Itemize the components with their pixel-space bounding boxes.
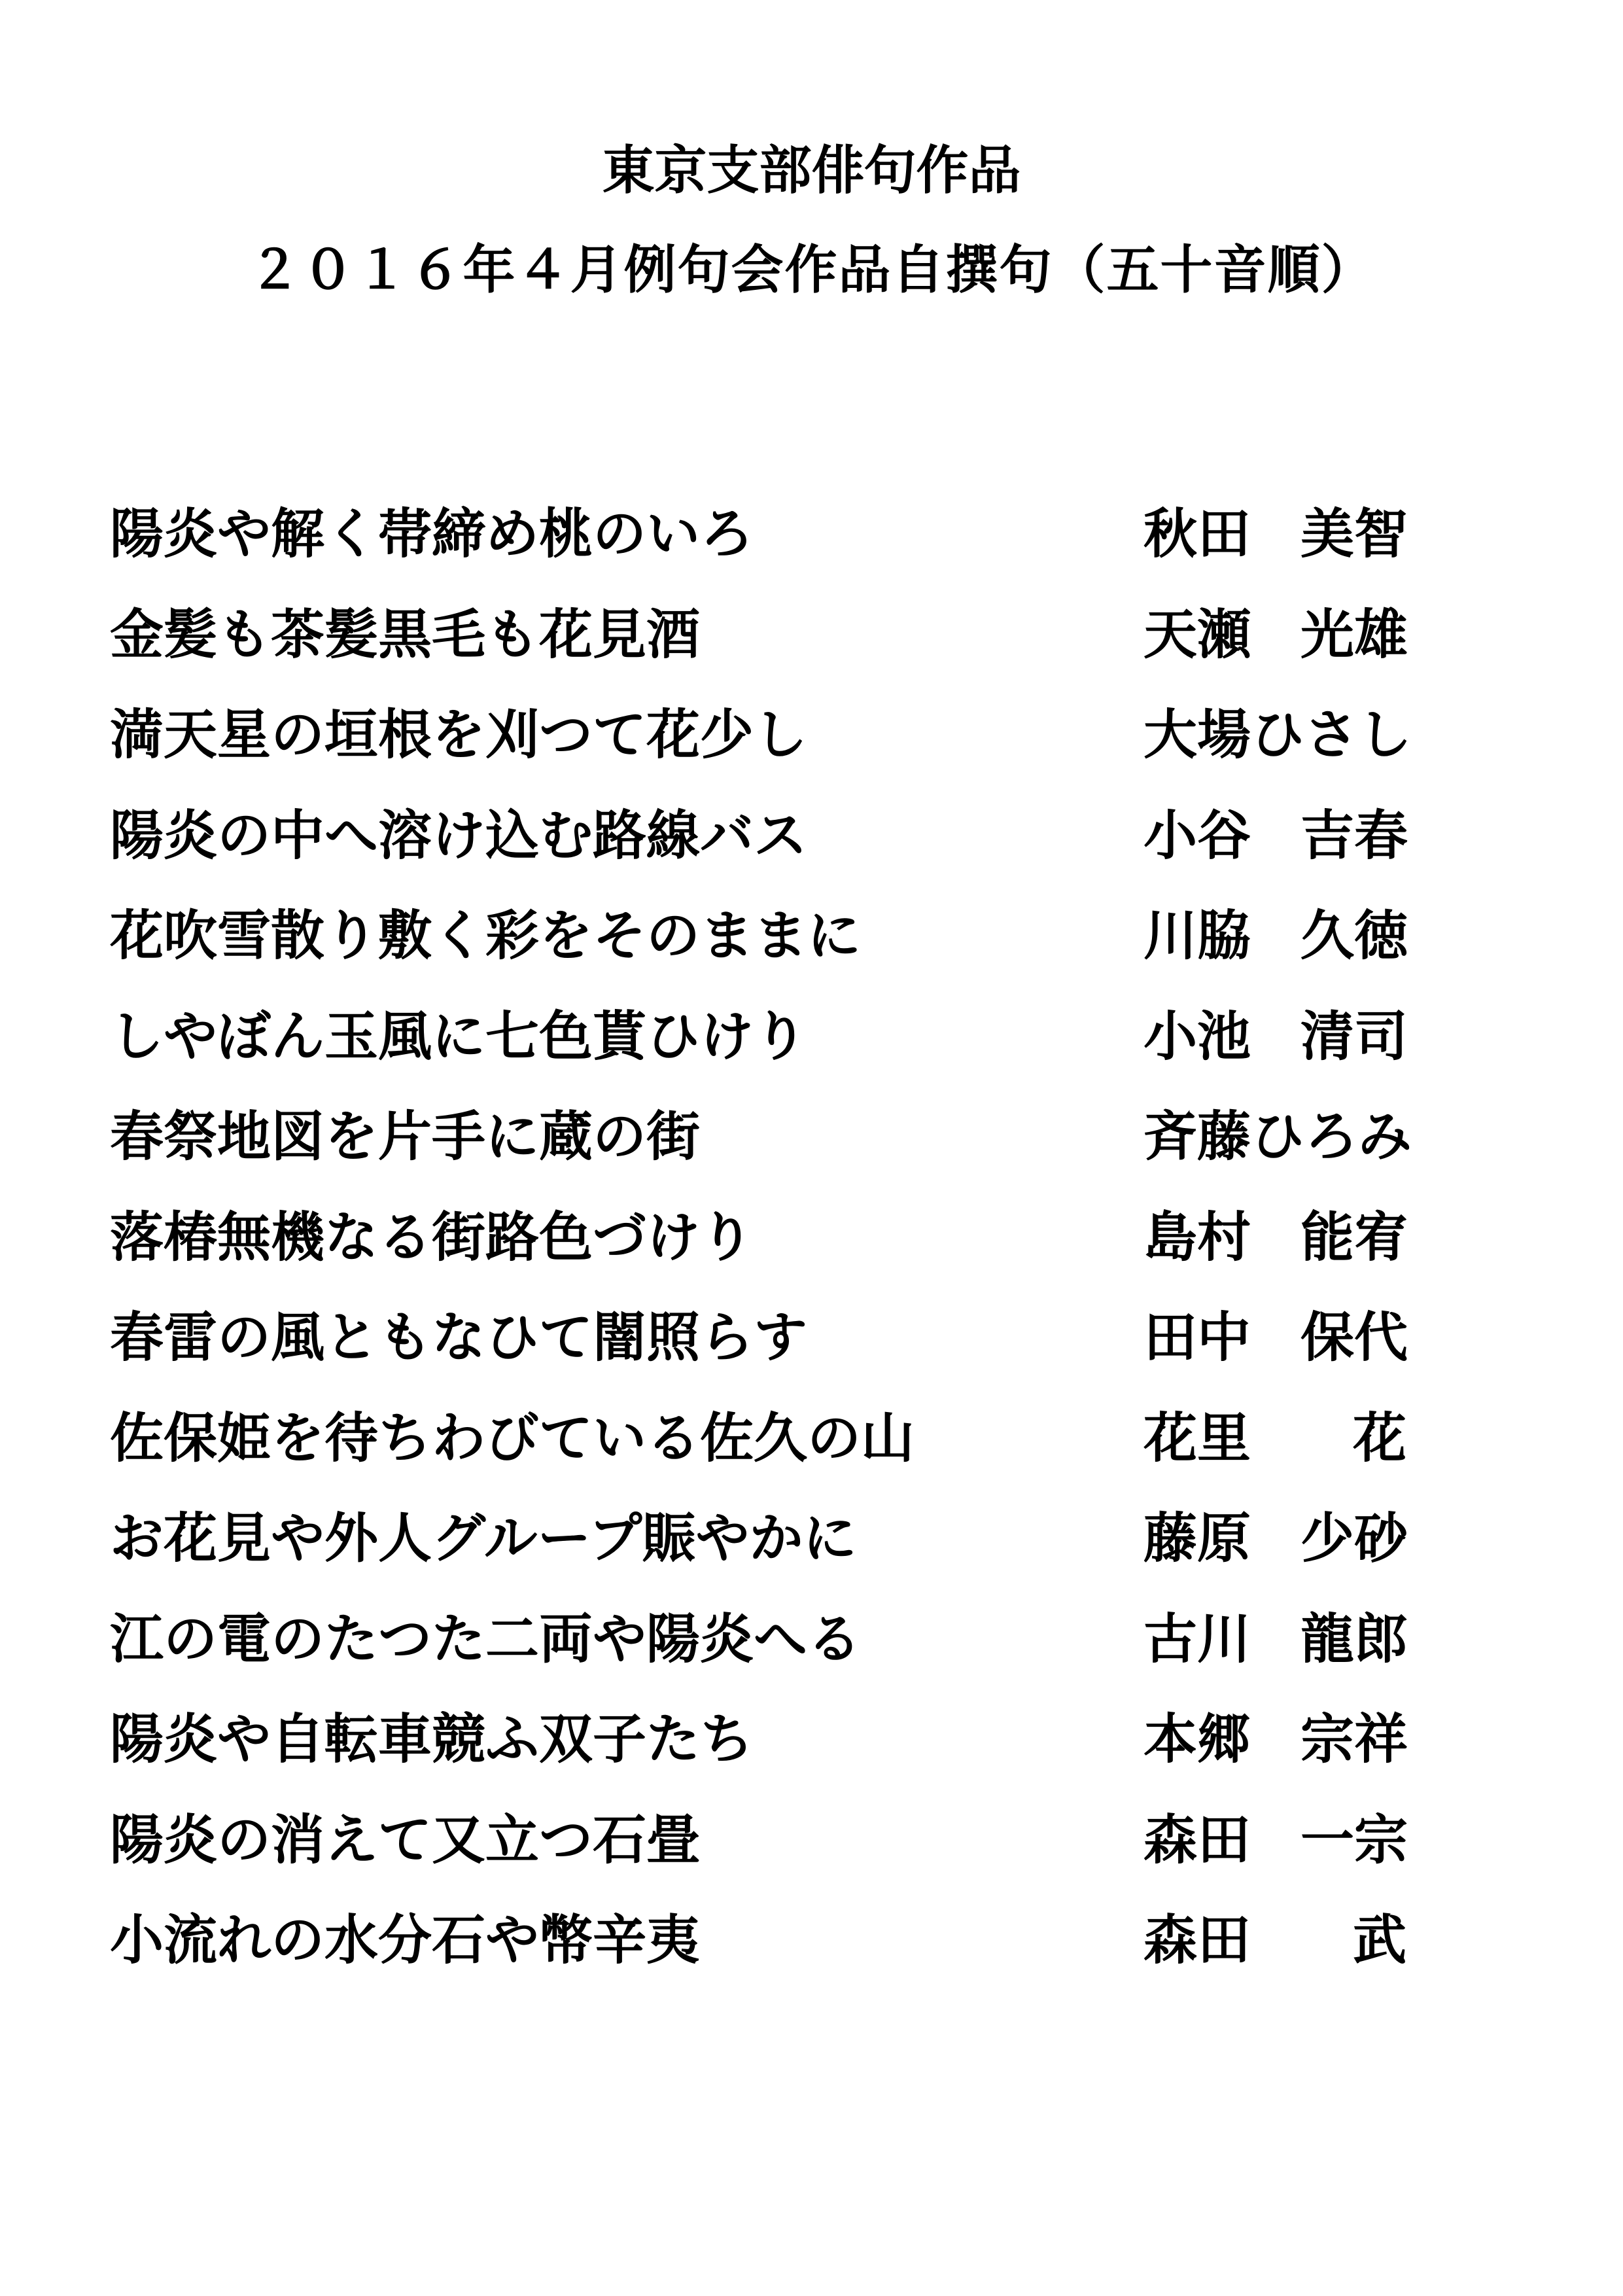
- author-surname: 川脇: [1143, 904, 1251, 967]
- author-surname: 秋田: [1143, 503, 1251, 565]
- haiku-row: [110, 786, 1516, 887]
- author-given-name: [1300, 1087, 1536, 1188]
- haiku-row: [110, 1890, 1516, 1991]
- author-given-name: 光雄: [1300, 603, 1408, 666]
- author-given-name: 吉春: [1300, 804, 1408, 867]
- author-surname: 古川: [1143, 1607, 1251, 1670]
- haiku-row: [110, 1689, 1516, 1790]
- haiku-text: 花吹雪散り敷く彩をそのままに: [110, 904, 862, 967]
- author-surname: 斉藤ひろみ: [1143, 1105, 1412, 1168]
- haiku-row: [110, 1188, 1516, 1288]
- author-surname: 小谷: [1143, 804, 1251, 867]
- haiku-row: [110, 1489, 1516, 1589]
- haiku-row: [110, 886, 1516, 987]
- author-given-name: 保代: [1300, 1306, 1408, 1369]
- author-surname: 藤原: [1143, 1507, 1251, 1570]
- haiku-row: [110, 685, 1516, 786]
- author-given-name: 武: [1353, 1909, 1407, 1971]
- author-given-name: 花: [1353, 1406, 1407, 1470]
- haiku-text: 金髪も茶髪黒毛も花見酒: [110, 603, 701, 666]
- author-given-name: 少砂: [1300, 1507, 1408, 1570]
- haiku-text: 陽炎や解く帯締め桃のいろ: [110, 503, 754, 565]
- haiku-row: [110, 1388, 1516, 1489]
- page-title: 東京支部俳句作品: [602, 139, 1021, 201]
- author-surname: 天瀬: [1143, 603, 1251, 666]
- haiku-text: 陽炎の中へ溶け込む路線バス: [110, 804, 808, 867]
- author-surname: 森田: [1143, 1909, 1251, 1971]
- haiku-row: [110, 1087, 1516, 1188]
- author-given-name: 宗祥: [1300, 1708, 1408, 1771]
- haiku-list: [110, 484, 1516, 1991]
- haiku-row: [110, 585, 1516, 686]
- author-given-name: 龍郎: [1300, 1607, 1408, 1670]
- haiku-text: 江の電のたつた二両や陽炎へる: [110, 1607, 862, 1670]
- page-subtitle: ２０１６年４月例句会作品自撰句（五十音順）: [248, 239, 1375, 300]
- author-surname: 花里: [1143, 1406, 1251, 1470]
- haiku-row: [110, 1790, 1516, 1891]
- haiku-text: お花見や外人グループ賑やかに: [110, 1507, 857, 1570]
- author-surname: 大場ひさし: [1143, 703, 1412, 766]
- author-given-name: 一宗: [1300, 1808, 1408, 1871]
- haiku-text: 落椿無機なる街路色づけり: [110, 1205, 754, 1269]
- author-surname: 島村: [1143, 1205, 1251, 1269]
- haiku-row: [110, 987, 1516, 1087]
- haiku-text: 春雷の風ともなひて闇照らす: [110, 1306, 808, 1369]
- author-given-name: 久徳: [1300, 904, 1408, 967]
- haiku-text: 春祭地図を片手に蔵の街: [110, 1105, 701, 1168]
- haiku-text: 小流れの水分石や幣辛夷: [110, 1909, 701, 1971]
- author-given-name: 清司: [1300, 1004, 1408, 1068]
- haiku-text: 佐保姫を待ちわびている佐久の山: [110, 1406, 915, 1470]
- haiku-text: 陽炎の消えて又立つ石畳: [110, 1808, 701, 1871]
- haiku-text: 満天星の垣根を刈つて花少し: [110, 703, 808, 766]
- haiku-row: [110, 484, 1516, 585]
- author-surname: 森田: [1143, 1808, 1251, 1871]
- author-surname: 本郷: [1143, 1708, 1251, 1771]
- haiku-row: [110, 1288, 1516, 1388]
- haiku-text: 陽炎や自転車競ふ双子たち: [110, 1708, 754, 1771]
- author-given-name: 美智: [1300, 503, 1408, 565]
- author-given-name: [1300, 685, 1536, 786]
- haiku-row: [110, 1589, 1516, 1690]
- author-surname: 小池: [1143, 1004, 1251, 1068]
- haiku-text: しやぼん玉風に七色貰ひけり: [110, 1004, 808, 1068]
- author-surname: 田中: [1143, 1306, 1251, 1369]
- author-given-name: 能宥: [1300, 1205, 1408, 1269]
